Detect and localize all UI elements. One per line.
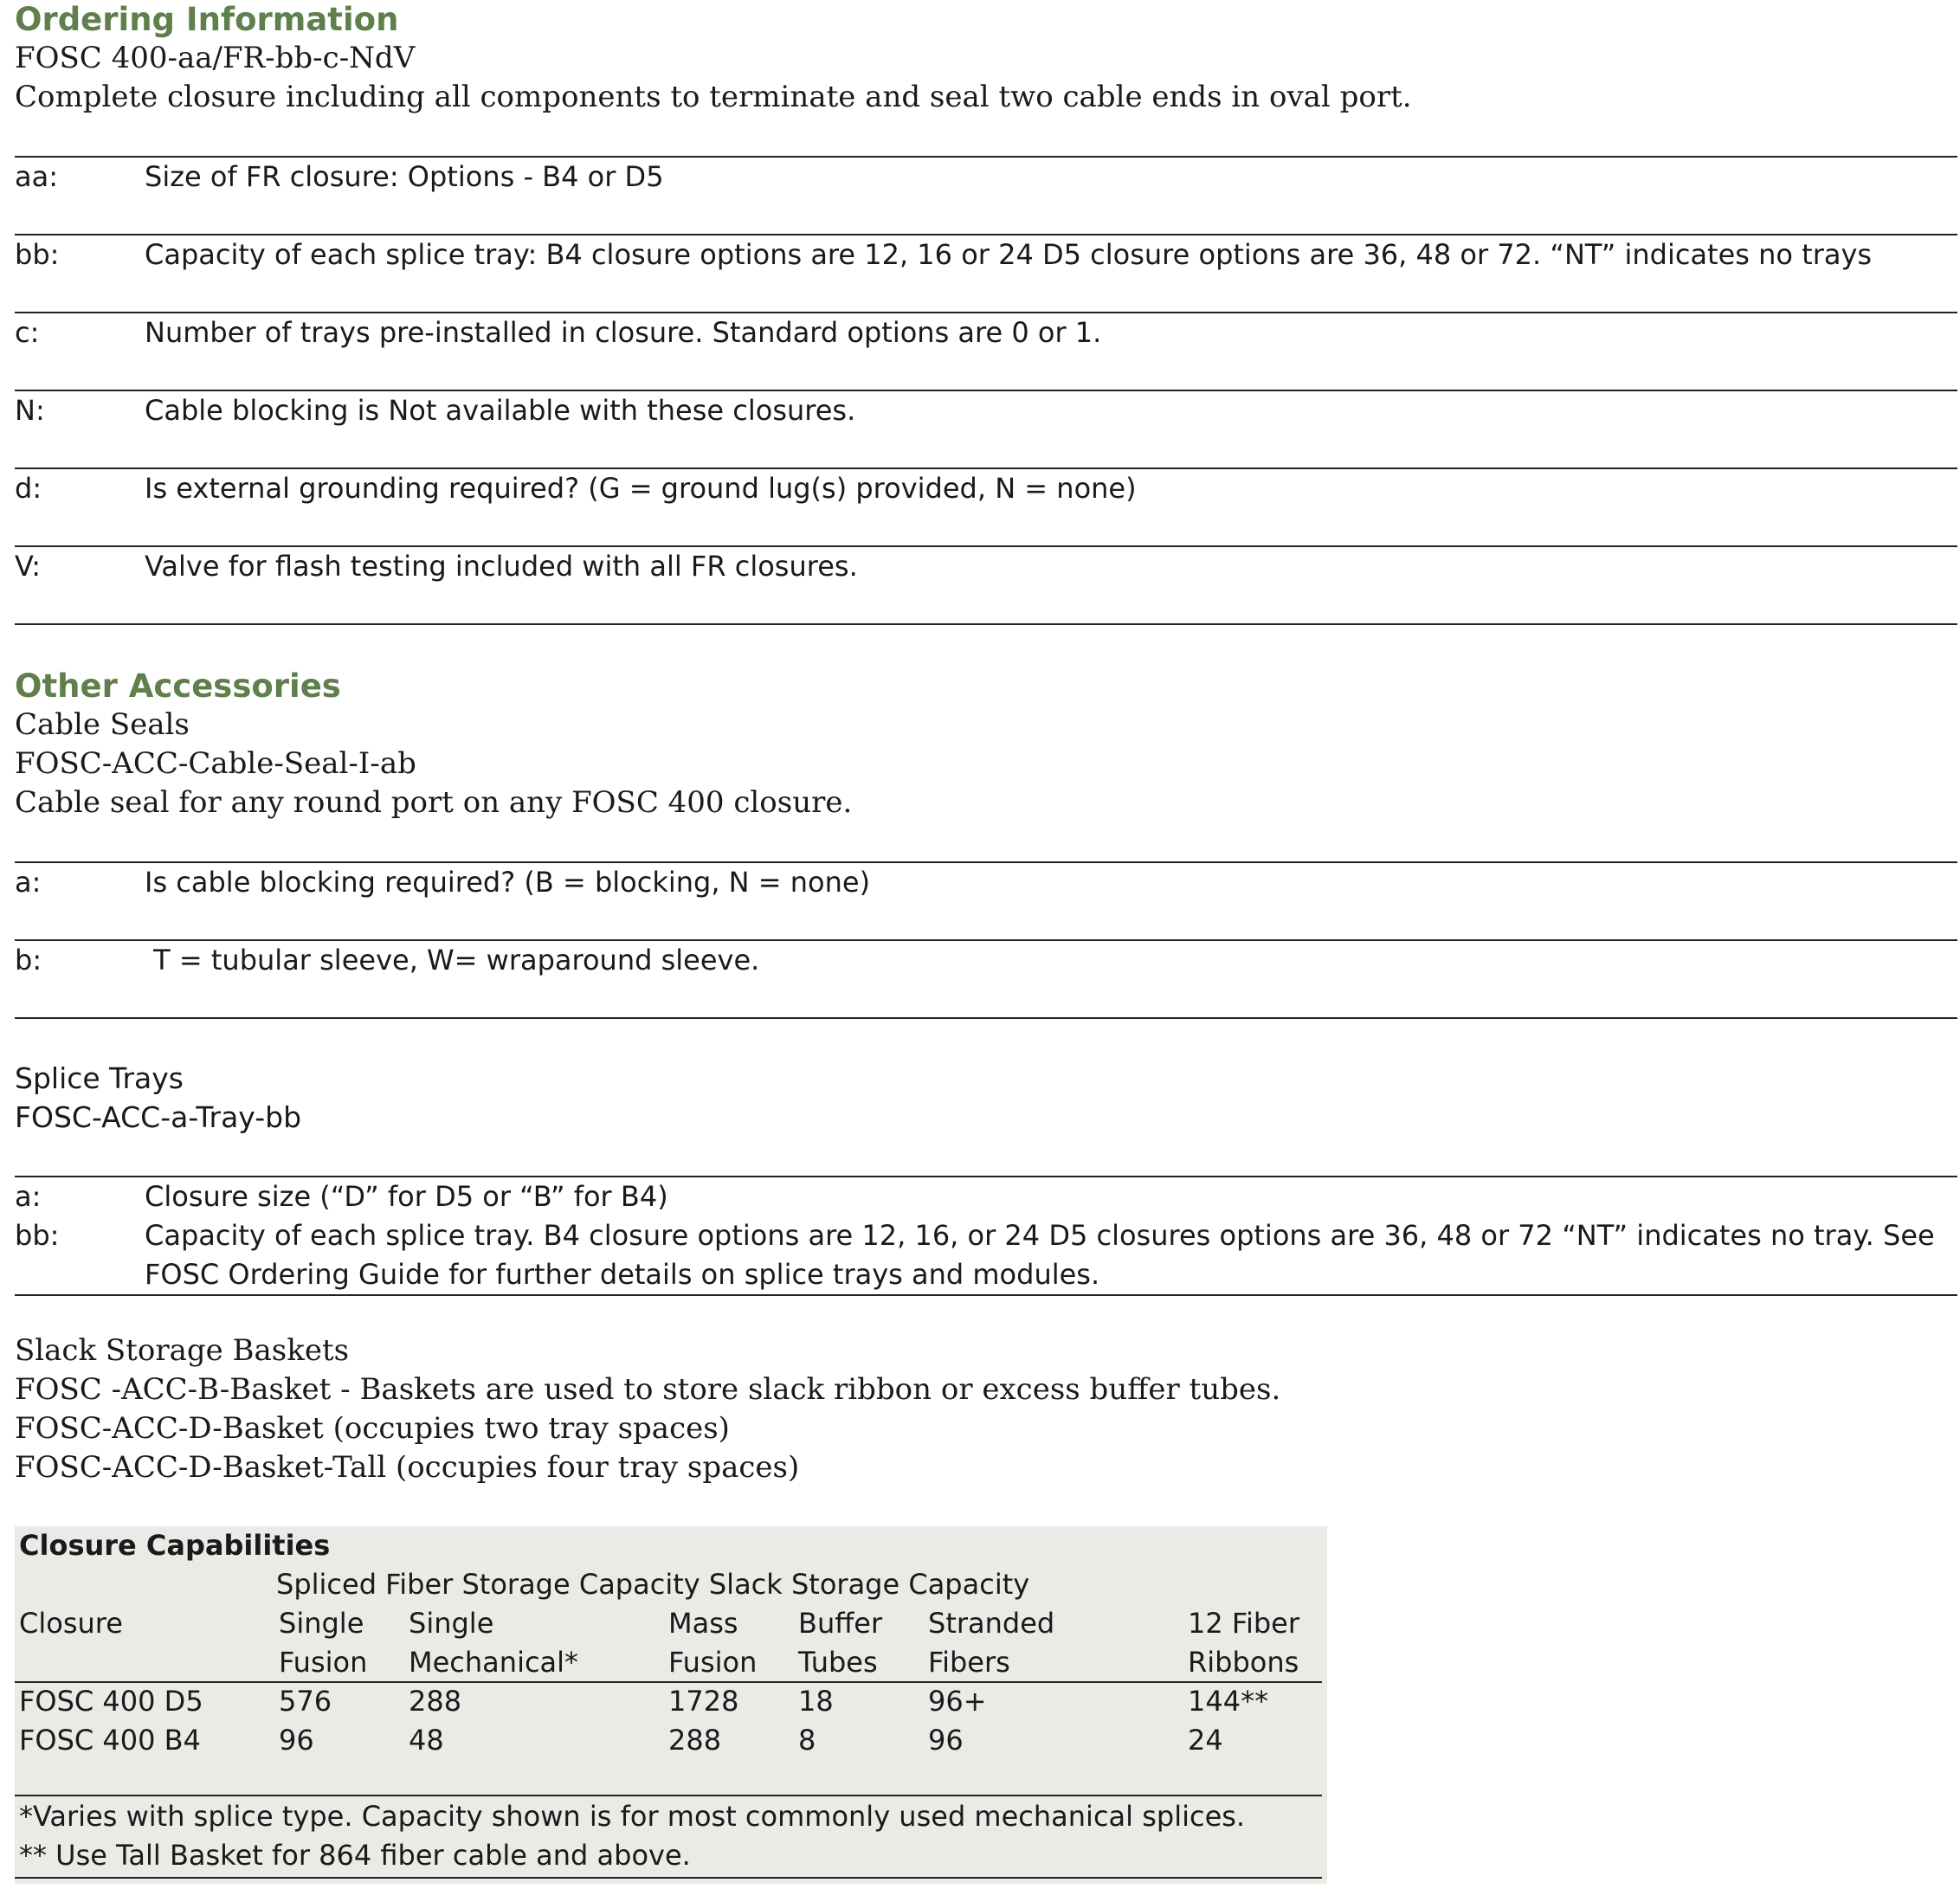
footnote: *Varies with splice type. Capacity shown is for most commonly used mechanical splices.: [19, 1800, 1246, 1833]
ordering-description: Complete closure including all components to terminate and seal two cable ends in oval port.: [15, 80, 1412, 114]
ordering-definitions: [15, 156, 1957, 625]
column-header-line: Ribbons: [1188, 1646, 1299, 1679]
table-cell: 96: [279, 1724, 314, 1757]
ordering-section: [15, 0, 1412, 117]
column-header: [668, 1604, 757, 1682]
definition-row: [15, 547, 1957, 625]
table-cell: 1728: [668, 1685, 739, 1718]
column-header-line: Tubes: [798, 1646, 878, 1679]
cable-seals-part-number: FOSC-ACC-Cable-Seal-I-ab: [15, 746, 416, 781]
slack-baskets-line: FOSC-ACC-D-Basket-Tall (occupies four tray spaces): [15, 1450, 800, 1485]
column-header-line: Buffer: [798, 1607, 883, 1640]
closure-capabilities-table: [15, 1526, 1327, 1884]
column-header-line: Fusion: [279, 1646, 368, 1679]
table-cell: 96: [928, 1724, 964, 1757]
column-header-line: Mechanical*: [409, 1646, 579, 1679]
column-header-line: Single: [409, 1607, 494, 1640]
definition-key: bb:: [15, 238, 60, 271]
column-header: [1188, 1604, 1299, 1682]
table-cell: 8: [798, 1724, 816, 1757]
table-cell: 18: [798, 1685, 834, 1718]
splice-trays-section: [15, 1059, 301, 1137]
definition-row: [15, 235, 1957, 313]
definition-value: Valve for flash testing included with all FR closures.: [145, 550, 858, 583]
definition-key: a:: [15, 1180, 42, 1213]
ordering-part-number: FOSC 400-aa/FR-bb-c-NdV: [15, 41, 416, 75]
table-cell: 24: [1188, 1724, 1223, 1757]
definition-key: a:: [15, 866, 42, 899]
column-header: [19, 1604, 123, 1643]
definition-value: Is cable blocking required? (B = blocking, N = none): [145, 866, 871, 899]
table-cell: 288: [409, 1685, 462, 1718]
column-header-line: Stranded: [928, 1607, 1055, 1640]
definition-key: d:: [15, 472, 42, 505]
column-header: [279, 1604, 367, 1682]
definition-value: Cable blocking is Not available with these closures.: [145, 394, 856, 427]
table-cell: 288: [668, 1724, 722, 1757]
definition-key: bb:: [15, 1219, 60, 1252]
capabilities-title: Closure Capabilities: [19, 1529, 331, 1562]
column-header: [928, 1604, 1054, 1682]
column-header-line: Closure: [19, 1607, 123, 1640]
column-header-line: Mass: [668, 1607, 738, 1640]
accessories-section: [15, 667, 852, 822]
definition-key: c:: [15, 316, 40, 349]
column-header-line: 12 Fiber: [1188, 1607, 1300, 1640]
definition-value: Number of trays pre-installed in closure. Standard options are 0 or 1.: [145, 316, 1102, 349]
notes-rule: [15, 1795, 1322, 1796]
table-cell: FOSC 400 B4: [19, 1724, 201, 1757]
definition-row: [15, 158, 1957, 235]
table-cell: 144**: [1188, 1685, 1269, 1718]
splice-trays-part-number: FOSC-ACC-a-Tray-bb: [15, 1100, 302, 1134]
definition-value: Capacity of each splice tray: B4 closure options are 12, 16 or 24 D5 closure options are 36, 48 or 72. “NT” indicates no trays: [145, 238, 1873, 271]
slack-baskets-line: FOSC -ACC-B-Basket - Baskets are used to store slack ribbon or excess buffer tubes.: [15, 1372, 1281, 1407]
table-cell: 96+: [928, 1685, 987, 1718]
definition-value: Is external grounding required? (G = ground lug(s) provided, N = none): [145, 472, 1137, 505]
slack-baskets-section: [15, 1331, 1280, 1487]
definition-key: V:: [15, 550, 42, 583]
slack-baskets-title: Slack Storage Baskets: [15, 1333, 350, 1368]
splice-trays-title: Splice Trays: [15, 1061, 184, 1095]
column-header-line: Fusion: [668, 1646, 758, 1679]
bottom-rule: [15, 1877, 1322, 1879]
column-header-line: Single: [279, 1607, 364, 1640]
definition-value: Closure size (“D” for D5 or “B” for B4): [145, 1180, 668, 1213]
definition-row: [15, 469, 1957, 547]
cable-seals-definitions: [15, 861, 1957, 1019]
definition-key: aa:: [15, 160, 58, 193]
table-cell: FOSC 400 D5: [19, 1685, 203, 1718]
cable-seals-title: Cable Seals: [15, 707, 190, 742]
definition-value: Capacity of each splice tray. B4 closure options are 12, 16, or 24 D5 closures options are 36, 48 or 72 “NT” indicates no tray. See FOSC Ordering Guide for further details on splice trays and modules.: [145, 1219, 1935, 1291]
table-cell: 48: [409, 1724, 444, 1757]
ordering-heading: Ordering Information: [15, 1, 399, 38]
slack-baskets-line: FOSC-ACC-D-Basket (occupies two tray spaces): [15, 1411, 730, 1446]
table-cell: 576: [279, 1685, 332, 1718]
definition-value: Size of FR closure: Options - B4 or D5: [145, 160, 664, 193]
definition-row: [15, 941, 1957, 1019]
capabilities-group-header: Spliced Fiber Storage Capacity Slack Storage Capacity: [276, 1568, 1030, 1601]
footnote: ** Use Tall Basket for 864 fiber cable and above.: [19, 1839, 691, 1872]
cable-seals-description: Cable seal for any round port on any FOSC 400 closure.: [15, 785, 853, 820]
column-header-line: Fibers: [928, 1646, 1010, 1679]
definition-value: T = tubular sleeve, W= wraparound sleeve.: [145, 944, 760, 977]
definition-key: N:: [15, 394, 45, 427]
column-header: [798, 1604, 882, 1682]
splice-trays-definitions: [15, 1176, 1957, 1296]
definition-row: [15, 863, 1957, 941]
accessories-heading: Other Accessories: [15, 667, 341, 705]
definition-key: b:: [15, 944, 42, 977]
definition-row: [15, 1177, 1957, 1216]
column-header: [409, 1604, 578, 1682]
definition-row: [15, 391, 1957, 469]
definition-row: [15, 1216, 1957, 1294]
definition-row: [15, 313, 1957, 391]
